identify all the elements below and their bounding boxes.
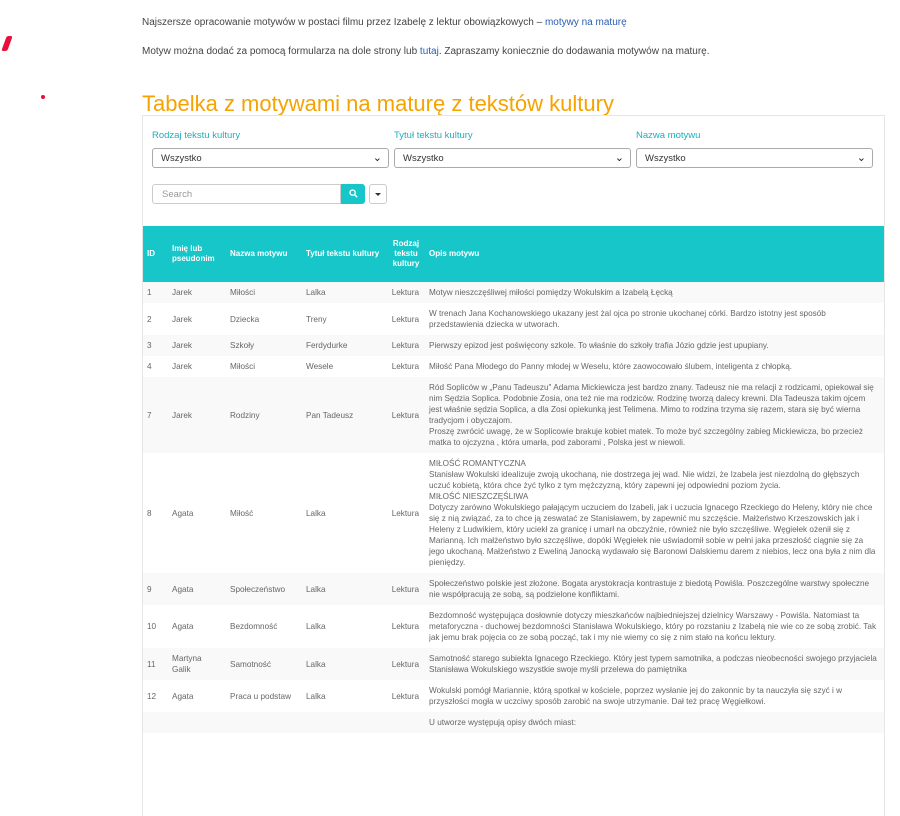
- cell-title: Lalka: [306, 622, 326, 631]
- cell-motif: Miłości: [230, 362, 256, 371]
- decorative-red-stroke: [1, 36, 12, 51]
- search-button[interactable]: [341, 184, 365, 204]
- filter-title-select[interactable]: [394, 148, 631, 168]
- table-header-row: [143, 226, 884, 282]
- cell-description: W trenach Jana Kochanowskiego ukazany jest żal ojca po stronie ukochanej córki. Bardzo istotny jest sposób przedstawienia dziecka w utworach.: [429, 309, 826, 329]
- cell-description: Ród Sopliców w „Panu Tadeuszu" Adama Mickiewicza jest bardzo znany. Tadeusz nie ma relacji z rodzicami, opiekował się nim Sędzia Soplica. Podobnie Zosia, ona też nie ma rodziców. Rodzinę tworzą dalecy krewni. Dla Tadeusza takim ojcem jest właśnie sędzia Soplica, a dla Zosi opiekunką jest Telimena. Mimo to rodzina trzyma się razem, stara się być wierna tradycjom i obyczajom. Proszę zwrócić uwagę, że w Soplicowie brakuje kobiet matek. To może być szczególny zabieg Mickiewicza, bo przecież matka to ojczyzna , która umarła, pod zaborami , Polska jest w niewoli.: [425, 377, 884, 453]
- table-row: [143, 335, 884, 356]
- table-row: [143, 648, 884, 680]
- cell-author: Agata: [172, 691, 194, 701]
- cell-author: Jarek: [172, 314, 193, 324]
- cell-author: Martyna Galik: [168, 648, 226, 680]
- cell-motif: Miłości: [226, 282, 302, 303]
- cell-description: MIŁOŚĆ ROMANTYCZNA Stanisław Wokulski idealizuje zwoją ukochaną, nie dostrzega jej wad. Nie widzi, że Izabela jest niezdolną do głębszych uczuć kobietą, która chce żyć tylko z tym mężczyzną, który zapewni jej odpowiedni poziom życia. MIŁOŚĆ NIESZCZĘŚLIWA Dotyczy zarówno Wokulskiego pałającym uczuciem do Izabeli, jak i uczucia Ignacego Rzeckiego do Heleny, który nie chce się z nią związać, za to chce ją zeswatać ze Stanisławem, by zapewnić mu szczęście. Małżeństwo Krzeszowskich jak i Heleny z Ludwikiem, który uciekł za granicę i umarł na obczyźnie, również nie było szczęśliwe. Węgiełek ożenił się z Marianną. Ich małżeństwo było szczęśliwe, dopóki Węgiełek nie uświadomił sobie w pełni jaka przeszłość ciągnie się za jego ukochaną. Małżeństwo z Eweliną Janocką wydawało się Baronowi Dalskiemu darem z niebios, lecz ona była z nim dla pieniędzy.: [429, 459, 876, 567]
- cell-motif: Dziecka: [230, 314, 260, 324]
- intro-line-1: [142, 17, 627, 28]
- cell-kind: Lektura: [387, 335, 425, 356]
- cell-id: 9: [143, 573, 168, 605]
- cell-motif: Miłość: [230, 508, 254, 518]
- column-header-motif[interactable]: Nazwa motywu: [226, 226, 302, 282]
- cell-title: Lalka: [302, 648, 387, 680]
- chevron-down-icon: ⌄: [372, 152, 382, 164]
- filter-label-kind: Rodzaj tekstu kultury: [152, 130, 241, 141]
- cell-motif: Samotność: [226, 648, 302, 680]
- intro-text: Najszersze opracowanie motywów w postaci filmu przez Izabelę z lektur obowiązkowych –: [142, 17, 545, 28]
- cell-description: U utworze występują opisy dwóch miast:: [425, 712, 884, 733]
- column-header-description[interactable]: Opis motywu: [425, 226, 884, 282]
- cell-author: [168, 712, 226, 733]
- table-row: [143, 282, 884, 303]
- cell-author: Jarek: [172, 362, 193, 371]
- cell-title: [302, 712, 387, 733]
- intro-text: Motyw można dodać za pomocą formularza na dole strony lub: [142, 46, 420, 57]
- cell-description: Motyw nieszczęśliwej miłości pomiędzy Wokulskim a Izabelą Łęcką: [425, 282, 884, 303]
- page-title: Tabelka z motywami na maturę z tekstów kultury: [142, 90, 614, 116]
- cell-author: Agata: [168, 573, 226, 605]
- table-row: [143, 303, 884, 335]
- cell-id: 11: [143, 648, 168, 680]
- table-panel: [142, 115, 885, 816]
- cell-description: Miłość Pana Młodego do Panny młodej w Weselu, które zaowocowało ślubem, inteligenta z chłopką.: [429, 362, 793, 371]
- cell-kind: Lektura: [387, 648, 425, 680]
- chevron-down-icon: ⌄: [614, 152, 624, 164]
- cell-title: Treny: [306, 314, 327, 324]
- cell-title: Wesele: [306, 362, 334, 371]
- cell-author: Agata: [172, 508, 194, 518]
- cell-title: Lalka: [306, 691, 326, 701]
- cell-kind: [387, 712, 425, 733]
- cell-kind: Lektura: [387, 282, 425, 303]
- table-row: [143, 453, 884, 573]
- select-value: Wszystko: [403, 153, 444, 164]
- column-header-id[interactable]: ID: [143, 226, 168, 282]
- cell-description: Bezdomność występująca dosłownie dotyczy mieszkańców najbiedniejszej dzielnicy Warszawy - Powiśla. Natomiast ta metaforyczna - duchowej bezdomności Stanisława Wokulskiego, który po rozstaniu z Izabelą nie wie co ze sobą zrobić. Tak jak jemu brak pojęcia co ze sobą począć, tak i my nie wiemy co się z nim stało na końcu lektury.: [429, 611, 877, 642]
- cell-motif: Społeczeństwo: [226, 573, 302, 605]
- chevron-down-icon: ⌄: [856, 152, 866, 164]
- table-row: [143, 712, 884, 733]
- decorative-red-dot: [41, 95, 45, 99]
- cell-id: 10: [147, 622, 157, 631]
- caret-down-icon: [375, 193, 381, 196]
- cell-description: Społeczeństwo polskie jest złożone. Bogata arystokracja kontrastuje z biedotą Powiśla. Poszczególne warstwy społeczne nie współpracują ze sobą, są podzielone konfliktami.: [425, 573, 884, 605]
- cell-id: 12: [147, 691, 157, 701]
- search-icon: [349, 189, 358, 198]
- column-header-author[interactable]: Imię lub pseudonim: [168, 226, 226, 282]
- cell-id: 2: [147, 314, 152, 324]
- cell-title: Lalka: [302, 282, 387, 303]
- cell-author: Jarek: [168, 335, 226, 356]
- cell-description: Wokulski pomógł Mariannie, którą spotkał w kościele, poprzez wysłanie jej do zakonnic by ta nauczyła się szyć i w przyszłości mogła w uczciwy sposób zarobić na swoje utrzymanie. Dał też pracę Węgiełkowi.: [429, 686, 843, 706]
- filter-motif-select[interactable]: [636, 148, 873, 168]
- cell-title: Ferdydurke: [302, 335, 387, 356]
- cell-motif: Praca u podstaw: [230, 691, 291, 701]
- cell-kind: Lektura: [387, 377, 425, 453]
- filter-kind-select[interactable]: [152, 148, 389, 168]
- filter-label-title: Tytuł tekstu kultury: [394, 130, 473, 141]
- table-row: [143, 356, 884, 377]
- motywy-na-mature-link[interactable]: motywy na maturę: [544, 17, 627, 28]
- intro-text: . Zapraszamy koniecznie do dodawania motywów na maturę.: [438, 46, 710, 57]
- cell-kind: Lektura: [387, 573, 425, 605]
- select-value: Wszystko: [161, 153, 202, 164]
- cell-title: Lalka: [306, 508, 326, 518]
- table-row: [143, 680, 884, 712]
- filter-label-motif: Nazwa motywu: [636, 130, 701, 141]
- column-header-title[interactable]: Tytuł tekstu kultury: [302, 226, 387, 282]
- cell-kind: Lektura: [391, 508, 419, 518]
- cell-motif: Bezdomność: [230, 622, 278, 631]
- cell-id: 7: [143, 377, 168, 453]
- tutaj-link[interactable]: tutaj: [419, 46, 439, 57]
- table-row: [143, 605, 884, 648]
- select-value: Wszystko: [645, 153, 686, 164]
- cell-id: 1: [143, 282, 168, 303]
- table-row: [143, 377, 884, 453]
- cell-kind: Lektura: [391, 314, 419, 324]
- cell-title: Pan Tadeusz: [302, 377, 387, 453]
- cell-kind: Lektura: [391, 622, 419, 631]
- cell-id: 8: [147, 508, 152, 518]
- search-input[interactable]: Search: [152, 184, 341, 204]
- cell-description: Samotność starego subiekta Ignacego Rzeckiego. Który jest typem samotnika, a podczas nieobecności swojego przyjaciela Stanisława Wokulskiego wszystkie swoje myśli przelewa do pamiętnika: [425, 648, 884, 680]
- cell-description: Pierwszy epizod jest poświęcony szkole. To właśnie do szkoły trafia Józio gdzie jest upupiany.: [425, 335, 884, 356]
- cell-id: 4: [147, 362, 152, 371]
- cell-author: Agata: [172, 622, 194, 631]
- intro-line-2: [142, 46, 710, 57]
- cell-kind: Lektura: [391, 691, 419, 701]
- cell-author: Jarek: [168, 282, 226, 303]
- table-row: [143, 573, 884, 605]
- cell-author: Jarek: [168, 377, 226, 453]
- motifs-table: [143, 226, 884, 733]
- cell-title: Lalka: [302, 573, 387, 605]
- cell-motif: [226, 712, 302, 733]
- cell-kind: Lektura: [391, 362, 419, 371]
- column-header-kind[interactable]: Rodzaj tekstu kultury: [387, 226, 425, 282]
- cell-motif: Szkoły: [226, 335, 302, 356]
- search-options-dropdown[interactable]: [369, 184, 387, 204]
- cell-id: [143, 712, 168, 733]
- cell-id: 3: [143, 335, 168, 356]
- cell-motif: Rodziny: [226, 377, 302, 453]
